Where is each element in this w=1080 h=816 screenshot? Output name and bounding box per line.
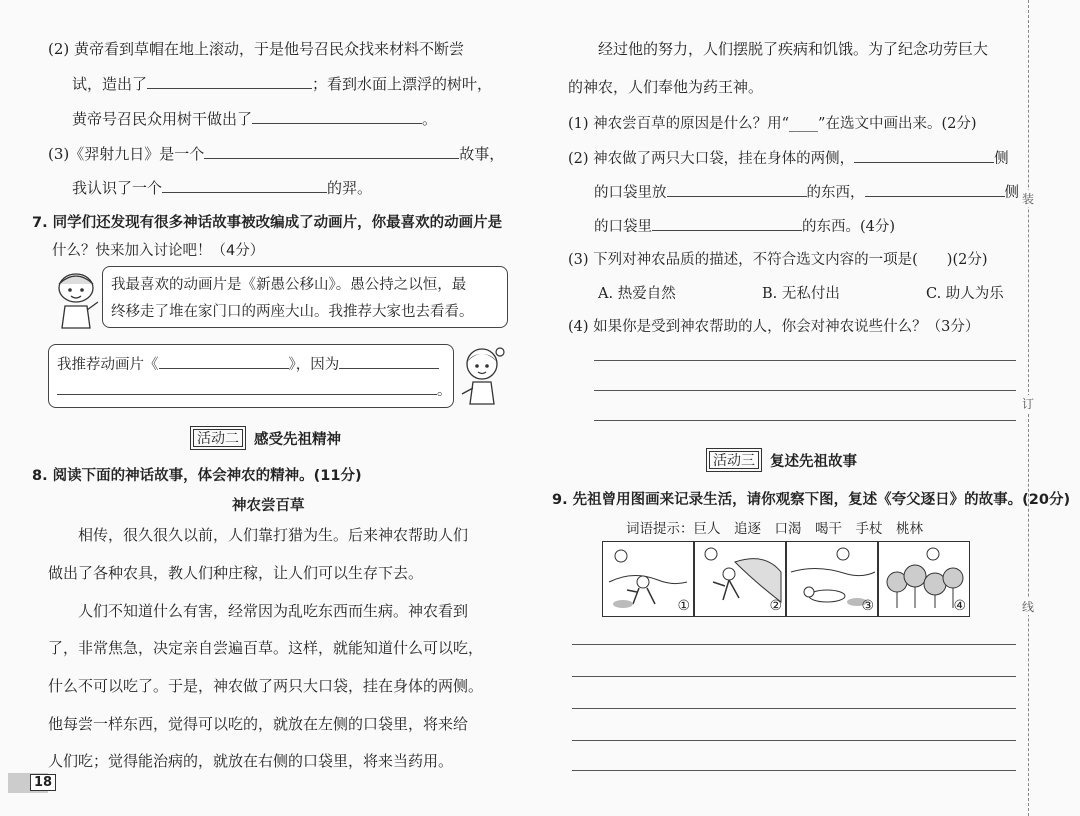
option-b[interactable]: B. 无私付出	[762, 286, 840, 302]
activity-2-tag: 活动二	[190, 426, 246, 450]
answer-blank[interactable]	[854, 148, 994, 163]
writing-line[interactable]	[572, 676, 1016, 677]
activity-3-header	[706, 448, 857, 472]
reason-blank-2[interactable]	[57, 380, 437, 395]
picture-number: ④	[953, 598, 966, 614]
writing-line[interactable]	[594, 420, 1016, 421]
q8-2-line1: (2) 神农做了两只大口袋，挂在身体的两侧， 侧	[568, 147, 1009, 168]
answer-line1: 我推荐动画片《 》，因为	[57, 353, 439, 374]
q6-3-line1: (3)《羿射九日》是一个 故事，	[48, 145, 505, 163]
bubble-example-line1: 我最喜欢的动画片是《新愚公移山》。愚公持之以恒，最	[111, 277, 467, 293]
picture-number: ①	[677, 598, 690, 614]
writing-line[interactable]	[572, 740, 1016, 741]
girl-avatar	[456, 344, 508, 406]
activity-3-tag: 活动三	[706, 448, 762, 472]
answer-blank[interactable]	[162, 178, 327, 193]
answer-blank[interactable]	[667, 182, 807, 197]
answer-blank[interactable]	[204, 144, 459, 159]
q6-3-line2: 我认识了一个 的羿。	[72, 179, 373, 197]
answer-blank[interactable]	[652, 216, 802, 231]
answer-line2: 。	[57, 379, 452, 400]
picture-panel-1	[602, 541, 694, 617]
answer-blank[interactable]	[865, 182, 1005, 197]
picture-number: ②	[769, 598, 782, 614]
q9-prompt: 9. 先祖曾用图画来记录生活，请你观察下图，复述《夸父逐日》的故事。(20分)	[552, 492, 1071, 508]
margin-mark-zhuang: 装	[1018, 190, 1038, 207]
boy-avatar	[50, 268, 102, 330]
bubble-example-line2: 终移走了堆在家门口的两座大山。我推荐大家也去看看。	[111, 304, 474, 320]
q7-prompt-line1: 7. 同学们还发现有很多神话故事被改编成了动画片，你最喜欢的动画片是	[32, 215, 503, 231]
q6-2-line3: 黄帝号召民众用树干做出了 。	[72, 110, 438, 128]
q6-2-line2: 试，造出了 ；看到水面上漂浮的树叶，	[72, 75, 493, 93]
picture-panel-3	[786, 541, 878, 617]
writing-line[interactable]	[572, 770, 1016, 771]
q8-1: (1) 神农尝百草的原因是什么？用“____”在选文中画出来。(2分)	[568, 116, 977, 132]
q8-3: (3) 下列对神农品质的描述，不符合选文内容的一项是( )(2分)	[568, 252, 988, 268]
margin-mark-xian: 线	[1018, 598, 1038, 615]
q7-prompt-line2: 什么？快来加入讨论吧！（4分）	[52, 243, 265, 259]
speech-bubble-example	[102, 266, 508, 328]
option-c[interactable]: C. 助人为乐	[926, 286, 1004, 302]
picture-panel-2	[694, 541, 786, 617]
page-number: 18	[30, 774, 56, 791]
writing-line[interactable]	[572, 708, 1016, 709]
story-title: 神农尝百草	[232, 498, 305, 514]
picture-panel-4	[878, 541, 970, 617]
activity-3-title: 复述先祖故事	[770, 453, 857, 470]
activity-2-title: 感受先祖精神	[254, 431, 341, 448]
q8-2-line3: 的口袋里 的东西。(4分)	[594, 215, 895, 236]
reason-blank[interactable]	[339, 354, 439, 369]
story-line: 人们吃；觉得能治病的，就放在右侧的口袋里，将来当药用。	[48, 752, 454, 770]
story-line: 了，非常焦急，决定亲自尝遍百草。这样，就能知道什么可以吃，	[48, 639, 484, 657]
margin-mark-ding: 订	[1018, 395, 1038, 412]
writing-line[interactable]	[594, 360, 1016, 361]
cartoon-name-blank[interactable]	[159, 354, 289, 369]
q8-4: (4) 如果你是受到神农帮助的人，你会对神农说些什么？（3分）	[568, 319, 980, 335]
story-line: 他每尝一样东西，觉得可以吃的，就放在左侧的口袋里，将来给	[48, 715, 469, 733]
q8-prompt: 8. 阅读下面的神话故事，体会神农的精神。(11分)	[32, 468, 362, 484]
story-continued-line1: 经过他的努力，人们摆脱了疾病和饥饿。为了纪念功劳巨大	[598, 40, 989, 58]
option-a[interactable]: A. 热爱自然	[598, 286, 676, 302]
story-line: 人们不知道什么有害，经常因为乱吃东西而生病。神农看到	[78, 602, 469, 620]
word-hint: 词语提示：巨人 追逐 口渴 喝干 手杖 桃林	[626, 521, 923, 537]
speech-bubble-answer	[48, 344, 454, 408]
picture-number: ③	[861, 598, 874, 614]
story-line: 相传，很久很久以前，人们靠打猎为生。后来神农帮助人们	[78, 526, 469, 544]
activity-2-header	[190, 426, 341, 450]
answer-blank[interactable]	[252, 109, 422, 124]
story-continued-line2: 的神农，人们奉他为药王神。	[568, 78, 764, 96]
q6-2-line1: (2) 黄帝看到草帽在地上滚动，于是他号召民众找来材料不断尝	[48, 40, 465, 58]
story-line: 什么不可以吃了。于是，神农做了两只大口袋，挂在身体的两侧。	[48, 677, 484, 695]
answer-blank[interactable]	[147, 74, 312, 89]
story-line: 做出了各种农具，教人们种庄稼，让人们可以生存下去。	[48, 564, 424, 582]
writing-line[interactable]	[594, 390, 1016, 391]
writing-line[interactable]	[572, 644, 1016, 645]
q8-2-line2: 的口袋里放 的东西， 侧	[594, 181, 1019, 202]
